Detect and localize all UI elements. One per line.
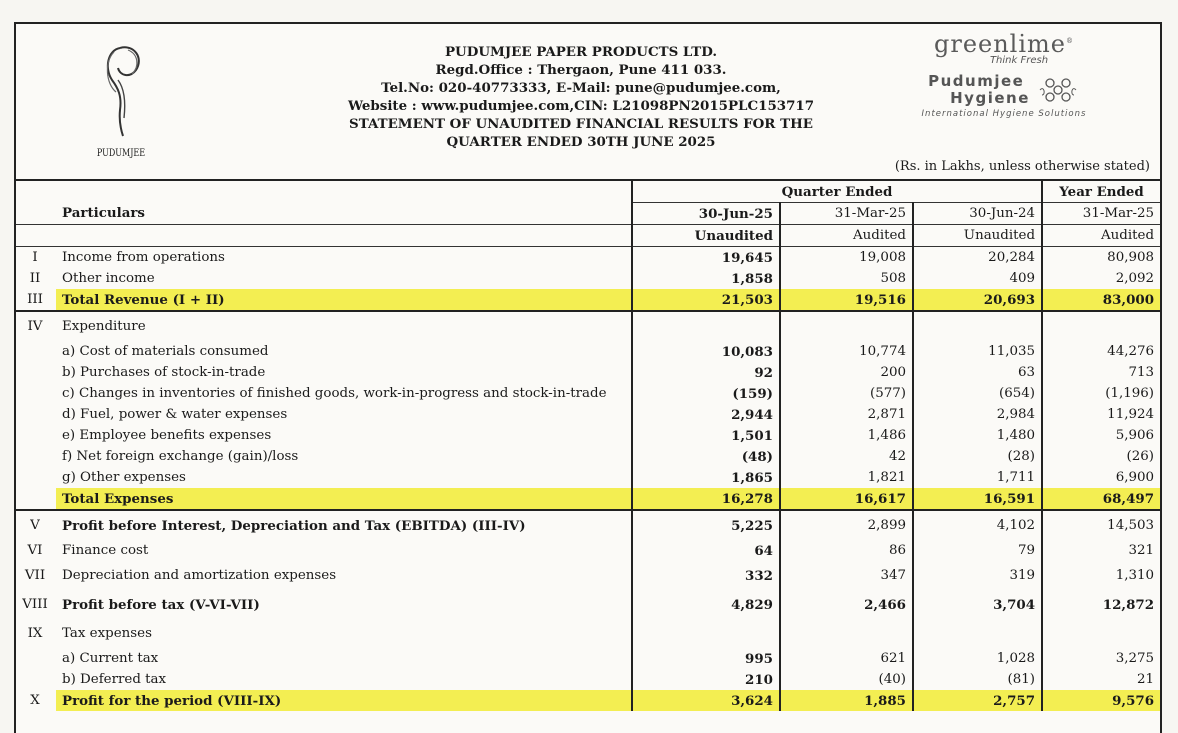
row-number <box>16 341 56 362</box>
row-value <box>1042 619 1160 648</box>
row-value: (26) <box>1042 446 1160 467</box>
row-value: 9,576 <box>1042 690 1160 711</box>
row-value: 2,944 <box>632 404 780 425</box>
row-value: 21,503 <box>632 289 780 311</box>
row-value: 20,284 <box>913 247 1042 269</box>
row-value: 83,000 <box>1042 289 1160 311</box>
pudumjee-logo-icon <box>90 40 150 140</box>
table-row <box>16 446 1160 467</box>
row-number: VIII <box>22 597 48 612</box>
row-value: 63 <box>913 362 1042 383</box>
row-number <box>16 648 56 669</box>
year-ended-header: Year Ended <box>1042 180 1160 203</box>
row-value: 42 <box>780 446 913 467</box>
row-label: a) Current tax <box>62 651 159 666</box>
row-label: b) Purchases of stock-in-trade <box>62 365 266 380</box>
row-value: 12,872 <box>1042 590 1160 619</box>
table-row <box>16 425 1160 446</box>
header-row-group <box>16 180 1160 203</box>
row-number: III <box>16 289 56 311</box>
table-row <box>16 669 1160 690</box>
row-value: 16,278 <box>632 488 780 510</box>
row-label: Total Revenue (I + II) <box>56 289 632 311</box>
row-value: 19,008 <box>780 247 913 269</box>
row-label: e) Employee benefits expenses <box>62 428 272 443</box>
row-value: (28) <box>913 446 1042 467</box>
row-label: Expenditure <box>62 319 146 334</box>
table-row <box>16 268 1160 289</box>
row-label: Total Expenses <box>56 488 632 510</box>
row-value: 1,821 <box>780 467 913 488</box>
row-value: 10,083 <box>632 341 780 362</box>
table-row <box>16 311 1160 341</box>
row-value: 409 <box>913 268 1042 289</box>
row-value: 621 <box>780 648 913 669</box>
row-value <box>632 619 780 648</box>
company-name: PUDUMJEE PAPER PRODUCTS LTD. <box>444 44 717 60</box>
table-row <box>16 540 1160 561</box>
row-value: 2,984 <box>913 404 1042 425</box>
row-value: 2,899 <box>780 510 913 540</box>
statement-title: STATEMENT OF UNAUDITED FINANCIAL RESULTS FOR THE <box>349 116 813 132</box>
row-number: IV <box>27 319 43 334</box>
row-value <box>913 311 1042 341</box>
table-row <box>16 289 1160 311</box>
header-row-periods <box>16 203 1160 225</box>
row-label: Income from operations <box>62 250 225 265</box>
brand-logos <box>874 30 1134 130</box>
row-value <box>632 311 780 341</box>
units-note: (Rs. in Lakhs, unless otherwise stated) <box>894 159 1150 174</box>
contact-line: Tel.No: 020-40773333, E-Mail: pune@pudumjee.com, <box>381 80 781 96</box>
row-number <box>16 488 56 510</box>
row-value: 1,480 <box>913 425 1042 446</box>
table-row <box>16 590 1160 619</box>
row-value: 321 <box>1042 540 1160 561</box>
row-number <box>16 383 56 404</box>
row-value: 4,102 <box>913 510 1042 540</box>
row-value: 1,486 <box>780 425 913 446</box>
row-value: 319 <box>913 561 1042 590</box>
table-row <box>16 488 1160 510</box>
row-value: 11,035 <box>913 341 1042 362</box>
audit-status: Audited <box>780 225 913 247</box>
row-value: 1,310 <box>1042 561 1160 590</box>
table-row <box>16 404 1160 425</box>
row-value: 3,275 <box>1042 648 1160 669</box>
row-label: Profit for the period (VIII-IX) <box>56 690 632 711</box>
row-value: 508 <box>780 268 913 289</box>
row-value: 6,900 <box>1042 467 1160 488</box>
row-value: (1,196) <box>1042 383 1160 404</box>
row-value: 200 <box>780 362 913 383</box>
greenlime-logo: greenlime® <box>933 30 1074 58</box>
row-value: 2,871 <box>780 404 913 425</box>
row-value: 347 <box>780 561 913 590</box>
row-value: 1,028 <box>913 648 1042 669</box>
hygiene-brand-line2: Hygiene <box>950 89 1030 107</box>
row-label: Profit before Interest, Depreciation and Tax (EBITDA) (III-IV) <box>62 517 526 534</box>
hygiene-subtitle: International Hygiene Solutions <box>921 109 1087 119</box>
row-value: 92 <box>632 362 780 383</box>
row-label: g) Other expenses <box>62 470 186 485</box>
row-number <box>16 404 56 425</box>
row-value: 10,774 <box>780 341 913 362</box>
pudumjee-hygiene-logo <box>874 73 1134 107</box>
row-value: 79 <box>913 540 1042 561</box>
row-value: (577) <box>780 383 913 404</box>
row-number: VI <box>27 543 43 558</box>
company-header <box>336 43 826 151</box>
row-number: IX <box>27 626 43 641</box>
table-row <box>16 341 1160 362</box>
row-value: 3,624 <box>632 690 780 711</box>
row-value: 16,591 <box>913 488 1042 510</box>
row-value: 995 <box>632 648 780 669</box>
header-row-status <box>16 225 1160 247</box>
row-value: 2,092 <box>1042 268 1160 289</box>
row-value: 1,711 <box>913 467 1042 488</box>
table-row <box>16 690 1160 711</box>
table-row <box>16 619 1160 648</box>
period-header: 30-Jun-25 <box>632 203 780 225</box>
row-value: 14,503 <box>1042 510 1160 540</box>
row-label: f) Net foreign exchange (gain)/loss <box>62 449 299 464</box>
row-value <box>1042 311 1160 341</box>
particulars-header: Particulars <box>56 203 632 225</box>
row-value <box>780 619 913 648</box>
row-number <box>16 446 56 467</box>
row-value: 80,908 <box>1042 247 1160 269</box>
row-label: Other income <box>62 271 155 286</box>
row-value: 64 <box>632 540 780 561</box>
row-value: 1,501 <box>632 425 780 446</box>
row-value <box>913 619 1042 648</box>
period-header: 31-Mar-25 <box>1042 203 1160 225</box>
audit-status: Audited <box>1042 225 1160 247</box>
row-label: d) Fuel, power & water expenses <box>62 407 288 422</box>
pudumjee-logo <box>76 40 166 170</box>
row-value: (40) <box>780 669 913 690</box>
table-row <box>16 247 1160 269</box>
row-value: 11,924 <box>1042 404 1160 425</box>
table-row <box>16 467 1160 488</box>
row-value: 19,645 <box>632 247 780 269</box>
registered-office: Regd.Office : Thergaon, Pune 411 033. <box>435 62 727 78</box>
row-value: 3,704 <box>913 590 1042 619</box>
row-value: 1,865 <box>632 467 780 488</box>
row-number <box>16 669 56 690</box>
row-label: a) Cost of materials consumed <box>62 344 269 359</box>
row-value: 44,276 <box>1042 341 1160 362</box>
table-row <box>16 362 1160 383</box>
row-number: II <box>29 271 41 286</box>
row-value: 5,225 <box>632 510 780 540</box>
row-value: 1,885 <box>780 690 913 711</box>
table-row <box>16 510 1160 540</box>
row-label: b) Deferred tax <box>62 672 167 687</box>
row-value: 332 <box>632 561 780 590</box>
row-number: V <box>30 518 40 533</box>
row-label: Profit before tax (V-VI-VII) <box>62 596 260 613</box>
row-number: I <box>32 250 38 265</box>
row-value: 1,858 <box>632 268 780 289</box>
row-value: 19,516 <box>780 289 913 311</box>
row-label: Finance cost <box>62 543 149 558</box>
row-value: (81) <box>913 669 1042 690</box>
row-label: Tax expenses <box>62 626 152 641</box>
row-value: 210 <box>632 669 780 690</box>
website-cin: Website : www.pudumjee.com,CIN: L21098PN2015PLC153717 <box>347 98 815 114</box>
financial-results-table <box>16 179 1160 711</box>
row-label: c) Changes in inventories of finished goods, work-in-progress and stock-in-trade <box>62 386 607 401</box>
row-value: 2,757 <box>913 690 1042 711</box>
results-statement-page <box>14 22 1162 733</box>
quarter-ended-header: Quarter Ended <box>632 180 1042 203</box>
row-value: 4,829 <box>632 590 780 619</box>
row-number: X <box>30 693 40 708</box>
flower-ornament-icon <box>1036 73 1080 107</box>
row-value: 713 <box>1042 362 1160 383</box>
row-value: 2,466 <box>780 590 913 619</box>
row-value <box>780 311 913 341</box>
table-row <box>16 383 1160 404</box>
row-value: 21 <box>1042 669 1160 690</box>
audit-status: Unaudited <box>913 225 1042 247</box>
row-value: (159) <box>632 383 780 404</box>
row-number: VII <box>24 568 46 583</box>
period-header: 31-Mar-25 <box>780 203 913 225</box>
table-row <box>16 648 1160 669</box>
row-value: (654) <box>913 383 1042 404</box>
row-number <box>16 425 56 446</box>
table-row <box>16 561 1160 590</box>
row-value: 16,617 <box>780 488 913 510</box>
row-value: 20,693 <box>913 289 1042 311</box>
row-value: 5,906 <box>1042 425 1160 446</box>
audit-status: Unaudited <box>632 225 780 247</box>
row-value: 86 <box>780 540 913 561</box>
row-value: 68,497 <box>1042 488 1160 510</box>
period-header: 30-Jun-24 <box>913 203 1042 225</box>
row-number <box>16 467 56 488</box>
logo-text: PUDUMJEE <box>96 148 146 159</box>
row-value: (48) <box>632 446 780 467</box>
hygiene-brand-line1: Pudumjee <box>928 72 1025 90</box>
row-label: Depreciation and amortization expenses <box>62 568 337 583</box>
statement-period: QUARTER ENDED 30TH JUNE 2025 <box>446 134 716 150</box>
row-number <box>16 362 56 383</box>
greenlime-tagline: Think Fresh <box>989 55 1049 66</box>
